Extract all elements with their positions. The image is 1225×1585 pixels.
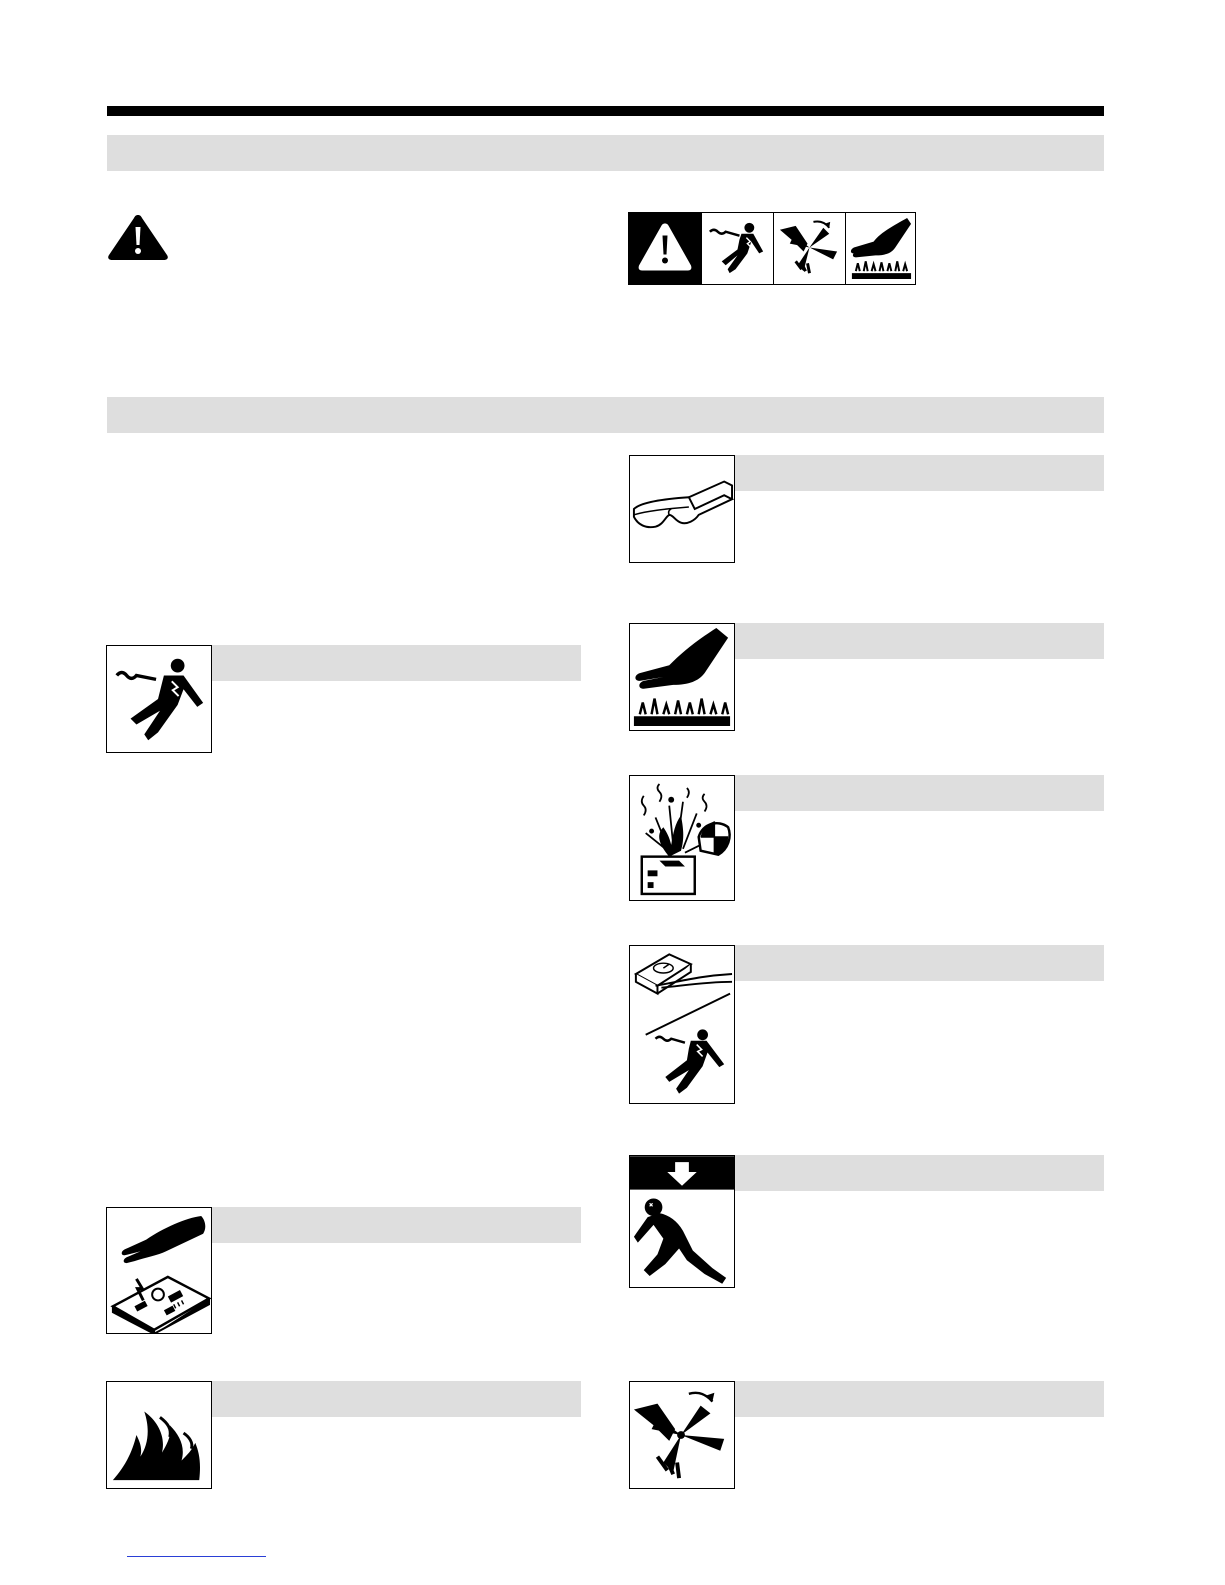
- hazard-title-band: [735, 623, 1104, 659]
- fire-icon: [106, 1381, 212, 1489]
- hazard-symbol-strip: [628, 212, 916, 285]
- section-header-band: [107, 397, 1104, 433]
- hazard-title-band: [735, 945, 1104, 981]
- static-electricity-icon: [106, 1207, 212, 1334]
- falling-equipment-icon: [629, 1155, 735, 1288]
- hot-parts-icon: [629, 623, 735, 731]
- safety-glasses-icon: [629, 455, 735, 563]
- hot-parts-icon: [845, 213, 915, 284]
- warning-triangle-icon: [106, 212, 170, 262]
- section-header-band: [107, 135, 1104, 171]
- footer-link-underline[interactable]: [127, 1556, 266, 1557]
- hazard-title-band: [735, 1381, 1104, 1417]
- hazard-title-band: [735, 775, 1104, 811]
- hazard-title-band: [735, 455, 1104, 491]
- warning-triangle-icon: [629, 213, 701, 284]
- hazard-title-band: [212, 1207, 581, 1243]
- hazard-title-band: [212, 1381, 581, 1417]
- electric-shock-icon: [701, 213, 773, 284]
- meter-testing-icon: [629, 945, 735, 1104]
- top-rule: [107, 106, 1104, 116]
- moving-parts-icon: [629, 1381, 735, 1489]
- moving-parts-icon: [773, 213, 845, 284]
- explosion-icon: [629, 775, 735, 901]
- hazard-title-band: [735, 1155, 1104, 1191]
- electric-shock-icon: [106, 645, 212, 753]
- hazard-title-band: [212, 645, 581, 681]
